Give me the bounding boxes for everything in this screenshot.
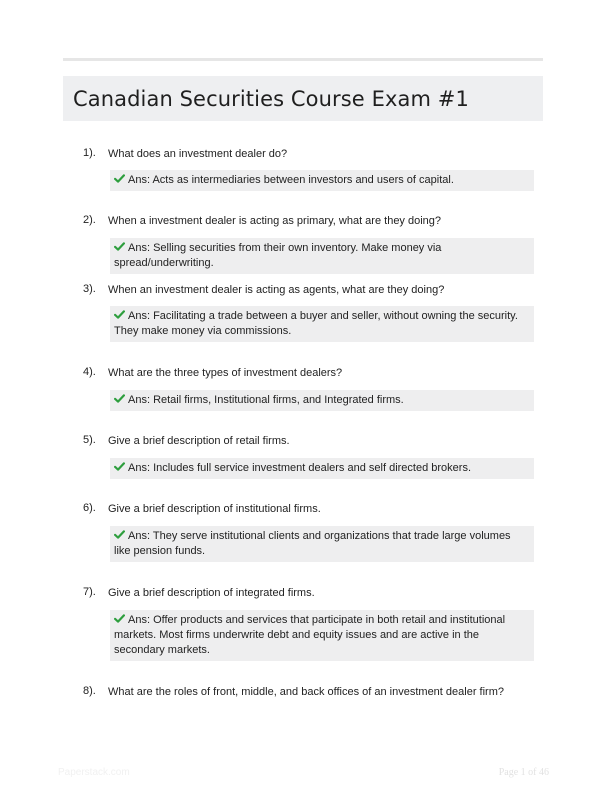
question-text: Give a brief description of integrated firms.	[108, 587, 315, 599]
answer-box	[110, 238, 534, 274]
question-number: 6).	[83, 502, 96, 514]
answer-text: Ans: Selling securities from their own inventory. Make money via spread/underwriting.	[114, 242, 442, 269]
check-icon	[114, 309, 125, 320]
answer-text: Ans: They serve institutional clients and organizations that trade large volumes like pension funds.	[114, 530, 511, 557]
question-text: What does an investment dealer do?	[108, 148, 288, 160]
top-divider	[63, 58, 543, 61]
answer-text: Ans: Facilitating a trade between a buyer and seller, without owning the security. They make money via commissions.	[114, 310, 518, 337]
question-text: What are the three types of investment dealers?	[108, 367, 343, 379]
check-icon	[114, 613, 125, 624]
question-text: Give a brief description of retail firms.	[108, 435, 290, 447]
answer-text: Ans: Includes full service investment dealers and self directed brokers.	[128, 462, 471, 474]
check-icon	[114, 241, 125, 252]
answer-box	[110, 458, 534, 479]
title-banner	[63, 76, 543, 121]
answer-box	[110, 526, 534, 562]
question-text: What are the roles of front, middle, and back offices of an investment dealer firm?	[108, 686, 504, 698]
answer-box	[110, 170, 534, 191]
question-number: 5).	[83, 434, 96, 446]
question-text: Give a brief description of institutional firms.	[108, 503, 321, 515]
answer-text: Ans: Retail firms, Institutional firms, and Integrated firms.	[128, 394, 404, 406]
question-number: 1).	[83, 147, 96, 159]
question-number: 8).	[83, 685, 96, 697]
page-number: Page 1 of 46	[498, 767, 549, 778]
answer-text: Ans: Acts as intermediaries between investors and users of capital.	[128, 174, 454, 186]
question-number: 7).	[83, 586, 96, 598]
answer-text: Ans: Offer products and services that participate in both retail and institutional markets. Most firms underwrite debt and equity issues and are active in the secondary markets.	[114, 614, 506, 656]
check-icon	[114, 461, 125, 472]
question-number: 2).	[83, 214, 96, 226]
answer-box	[110, 306, 534, 342]
page-title: Canadian Securities Course Exam #1	[73, 86, 469, 111]
check-icon	[114, 173, 125, 184]
question-text: When an investment dealer is acting as agents, what are they doing?	[108, 284, 445, 296]
answer-box	[110, 610, 534, 661]
check-icon	[114, 393, 125, 404]
question-text: When a investment dealer is acting as primary, what are they doing?	[108, 215, 442, 227]
question-number: 4).	[83, 366, 96, 378]
watermark: Paperstack.com	[58, 767, 130, 778]
question-number: 3).	[83, 283, 96, 295]
answer-box	[110, 390, 534, 411]
check-icon	[114, 529, 125, 540]
